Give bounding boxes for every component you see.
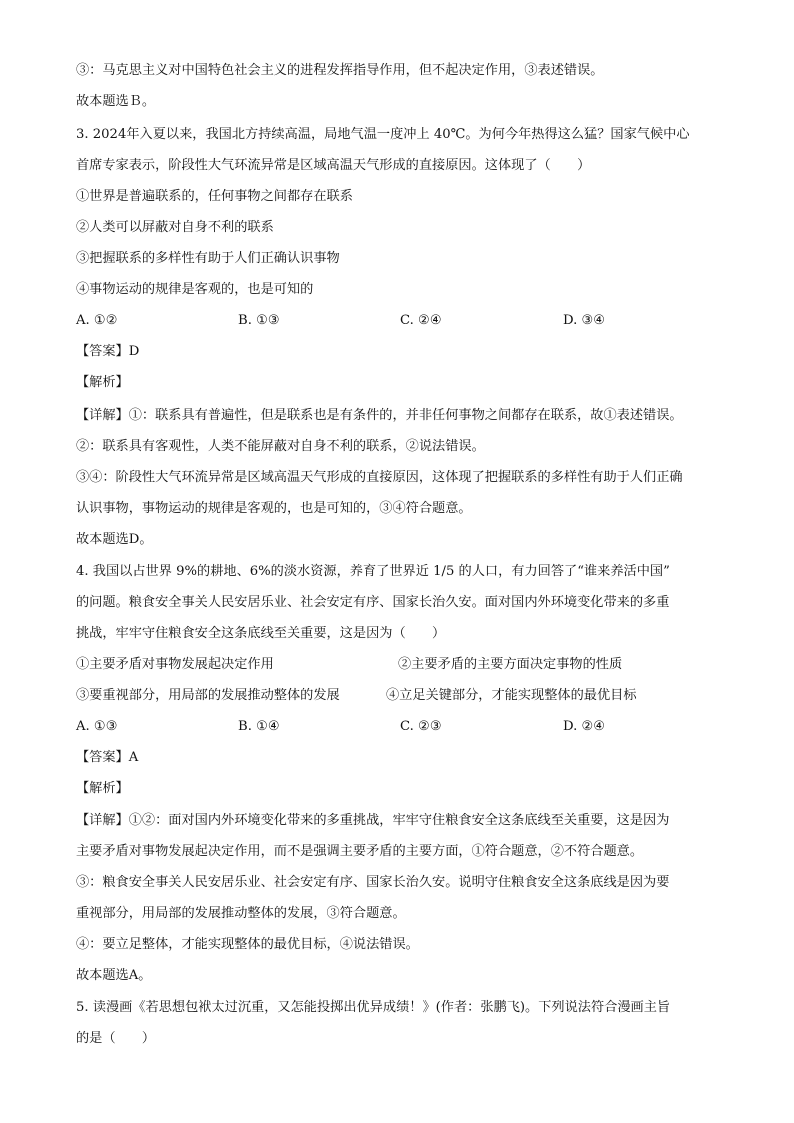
q4-option-c: C. ②③ (400, 719, 442, 734)
q4-conclusion: 故本题选A。 (76, 968, 152, 983)
q3-option-c: C. ②④ (400, 313, 442, 328)
q3-statement-3: ③把握联系的多样性有助于人们正确认识事物 (76, 251, 340, 266)
q3-stem-line-1: 3. 2024年入夏以来，我国北方持续高温，局地气温一度冲上 40℃。为何今年热得这么猛？国家气候中心 (76, 127, 690, 142)
q4-detail-line-2: 主要矛盾对事物发展起决定作用，而不是强调主要矛盾的主要方面，①符合题意，②不符合题意。 (76, 844, 644, 859)
q3-statement-2: ②人类可以屏蔽对自身不利的联系 (76, 220, 274, 235)
q4-detail-line-3: ③：粮食安全事关人民安居乐业、社会安定有序、国家长治久安。说明守住粮食安全这条底线是因为要 (76, 875, 670, 890)
q2-analysis-line-3: ③：马克思主义对中国特色社会主义的进程发挥指导作用，但不起决定作用，③表述错误。 (76, 63, 604, 78)
q3-stem-line-2: 首席专家表示，阶段性大气环流异常是区域高温天气形成的直接原因。这体现了（ ） (76, 158, 591, 173)
q4-option-b: B. ①④ (238, 719, 280, 734)
q4-analysis-heading: 【解析】 (76, 781, 129, 796)
q4-detail-line-1: 【详解】①②：面对国内外环境变化带来的多重挑战，牢牢守住粮食安全这条底线至关重要，这是因为 (76, 813, 670, 828)
q4-stem-line-1: 4. 我国以占世界 9%的耕地、6%的淡水资源，养育了世界近 1/5 的人口，有力回答了“谁来养活中国” (76, 564, 670, 579)
q2-conclusion: 故本题选Ｂ。 (76, 94, 156, 109)
q4-option-a: A. ①③ (76, 719, 118, 734)
q4-detail-line-5: ④：要立足整体，才能实现整体的最优目标，④说法错误。 (76, 937, 419, 952)
q4-stem-line-3: 挑战，牢牢守住粮食安全这条底线至关重要，这是因为（ ） (76, 626, 446, 641)
q3-answer: 【答案】D (76, 344, 140, 359)
q4-stem-line-2: 的问题。粮食安全事关人民安居乐业、社会安定有序、国家长治久安。面对国内外环境变化带来的多重 (76, 595, 670, 610)
q3-conclusion: 故本题选D。 (76, 532, 153, 547)
q4-statement-2: ②主要矛盾的主要方面决定事物的性质 (398, 657, 623, 672)
q4-statement-1: ①主要矛盾对事物发展起决定作用 (76, 657, 274, 672)
q4-statement-3: ③要重视部分，用局部的发展推动整体的发展 (76, 688, 340, 703)
q3-detail-line-1: 【详解】①：联系具有普遍性，但是联系也是有条件的，并非任何事物之间都存在联系，故①表述错误。 (76, 408, 683, 423)
q3-option-a: A. ①② (76, 313, 118, 328)
q3-analysis-heading: 【解析】 (76, 375, 129, 390)
q3-statement-4: ④事物运动的规律是客观的，也是可知的 (76, 282, 314, 297)
q4-detail-line-4: 重视部分，用局部的发展推动整体的发展，③符合题意。 (76, 906, 406, 921)
q3-option-b: B. ①③ (238, 313, 280, 328)
q4-statement-4: ④立足关键部分，才能实现整体的最优目标 (386, 688, 637, 703)
q3-detail-line-4: 认识事物，事物运动的规律是客观的，也是可知的，③④符合题意。 (76, 501, 472, 516)
q3-option-d: D. ③④ (563, 313, 606, 328)
q5-stem-line-2: 的是（ ） (76, 1031, 156, 1046)
q4-answer: 【答案】A (76, 750, 139, 765)
q4-option-d: D. ②④ (563, 719, 606, 734)
q5-stem-line-1: 5. 读漫画《若思想包袱太过沉重，又怎能投掷出优异成绩！》(作者：张鹏飞)。下列说法符合漫画主旨 (76, 1000, 671, 1015)
q3-detail-line-2: ②：联系具有客观性，人类不能屏蔽对自身不利的联系，②说法错误。 (76, 439, 485, 454)
q3-detail-line-3: ③④：阶段性大气环流异常是区域高温天气形成的直接原因，这体现了把握联系的多样性有助于人们正确 (76, 470, 683, 485)
q3-statement-1: ①世界是普遍联系的，任何事物之间都存在联系 (76, 189, 353, 204)
